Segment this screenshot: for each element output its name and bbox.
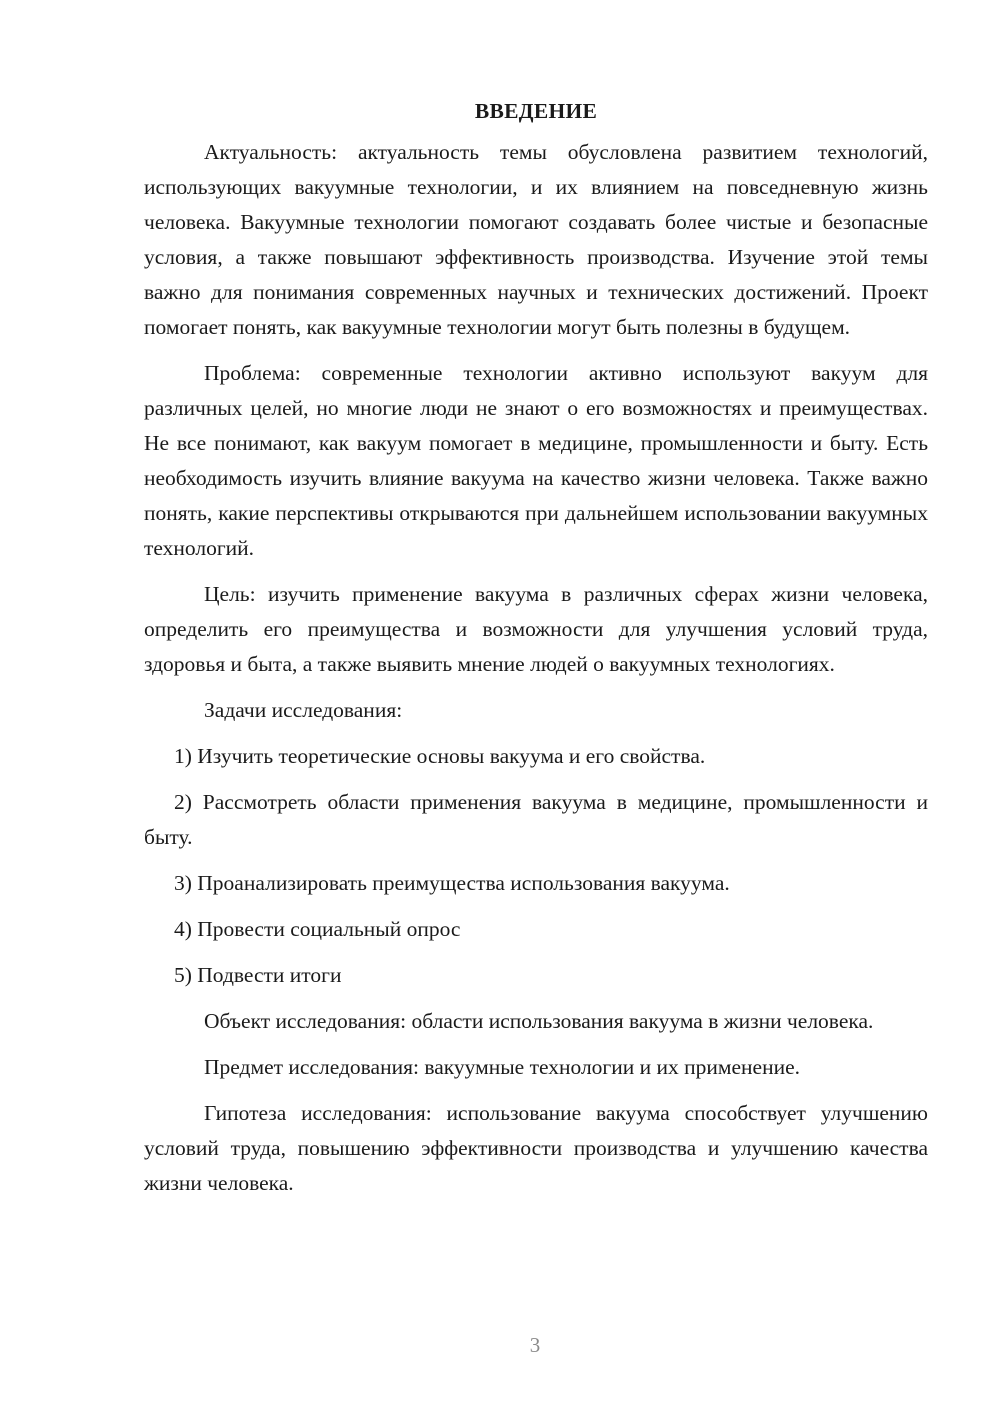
tasks-heading: Задачи исследования: bbox=[204, 698, 403, 722]
object-paragraph: Объект исследования: области использования вакуума в жизни человека. bbox=[204, 1009, 874, 1033]
task-item: 3) Проанализировать преимущества использования вакуума. bbox=[174, 871, 730, 895]
page-title: ВВЕДЕНИЕ bbox=[474, 99, 598, 123]
problem-paragraph: Проблема: современные технологии активно используют вакуум для различных целей, но многие люди не знают о его возможностях и преимуществах. Не все понимают, как вакуум помогает в медицине, промышленности и быту. Есть необходимость изучить влияние вакуума на качество жизни человека. Также важно понять, какие перспективы открываются при дальнейшем использовании вакуумных технологий. bbox=[144, 361, 928, 560]
task-item: 5) Подвести итоги bbox=[174, 963, 342, 987]
task-item: 1) Изучить теоретические основы вакуума и его свойства. bbox=[174, 744, 706, 768]
subject-paragraph: Предмет исследования: вакуумные технологии и их применение. bbox=[204, 1055, 801, 1079]
goal-paragraph: Цель: изучить применение вакуума в различных сферах жизни человека, определить его преимущества и возможности для улучшения условий труда, здоровья и быта, а также выявить мнение людей о вакуумных технологиях. bbox=[144, 582, 928, 676]
hypothesis-paragraph: Гипотеза исследования: использование вакуума способствует улучшению условий труда, повышению эффективности производства и улучшению качества жизни человека. bbox=[144, 1101, 928, 1195]
task-item: 4) Провести социальный опрос bbox=[174, 917, 461, 941]
task-item: 2) Рассмотреть области применения вакуума в медицине, промышленности и быту. bbox=[144, 790, 928, 849]
page-number: 3 bbox=[529, 1333, 541, 1357]
relevance-paragraph: Актуальность: актуальность темы обусловлена развитием технологий, использующих вакуумные технологии, и их влиянием на повседневную жизнь человека. Вакуумные технологии помогают создавать более чистые и безопасные условия, а также повышают эффективность производства. Изучение этой темы важно для понимания современных научных и технических достижений. Проект помогает понять, как вакуумные технологии могут быть полезны в будущем. bbox=[144, 140, 928, 339]
page-content bbox=[144, 94, 928, 1212]
